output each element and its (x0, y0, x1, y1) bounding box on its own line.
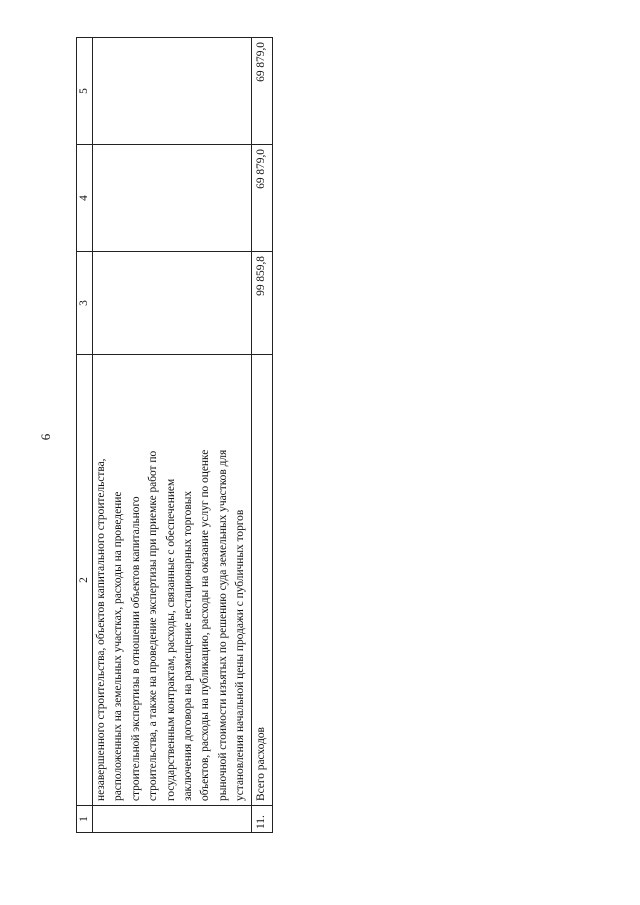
table-header-row (77, 38, 93, 833)
total-row (252, 38, 273, 833)
header-col-5: 5 (77, 38, 93, 145)
total-col3-value: 99 859,8 (252, 252, 273, 355)
expenses-table (76, 37, 273, 833)
row-col5-cell (93, 38, 252, 145)
total-row-label: Всего расходов (252, 355, 273, 806)
expenses-table-container (76, 38, 272, 833)
header-col-3: 3 (77, 252, 93, 355)
table-row (93, 38, 252, 833)
header-col-4: 4 (77, 145, 93, 252)
row-description-cell: незавершенного строительства, объектов капитального строительства, расположенных на земельных участках, расходы на проведение строительной экспертизы в отношении объектов капитального строительства, а также на проведение экспертизы при приемке работ по государственным контрактам, расходы, связанные с обеспечением заключения договора на размещение нестационарных торговых объектов, расходы на публикацию, расходы на оказание услуг по оценке рыночной стоимости изъятых по решению суда земельных участков для установления начальной цены продажи с публичных торгов (93, 355, 252, 806)
row-col4-cell (93, 145, 252, 252)
total-col4-value: 69 879,0 (252, 145, 273, 252)
header-col-1: 1 (77, 806, 93, 833)
total-row-number: 11. (252, 806, 273, 833)
header-col-2: 2 (77, 355, 93, 806)
row-col3-cell (93, 252, 252, 355)
page-number: 6 (38, 433, 53, 441)
row-number-cell (93, 806, 252, 833)
total-col5-value: 69 879,0 (252, 38, 273, 145)
